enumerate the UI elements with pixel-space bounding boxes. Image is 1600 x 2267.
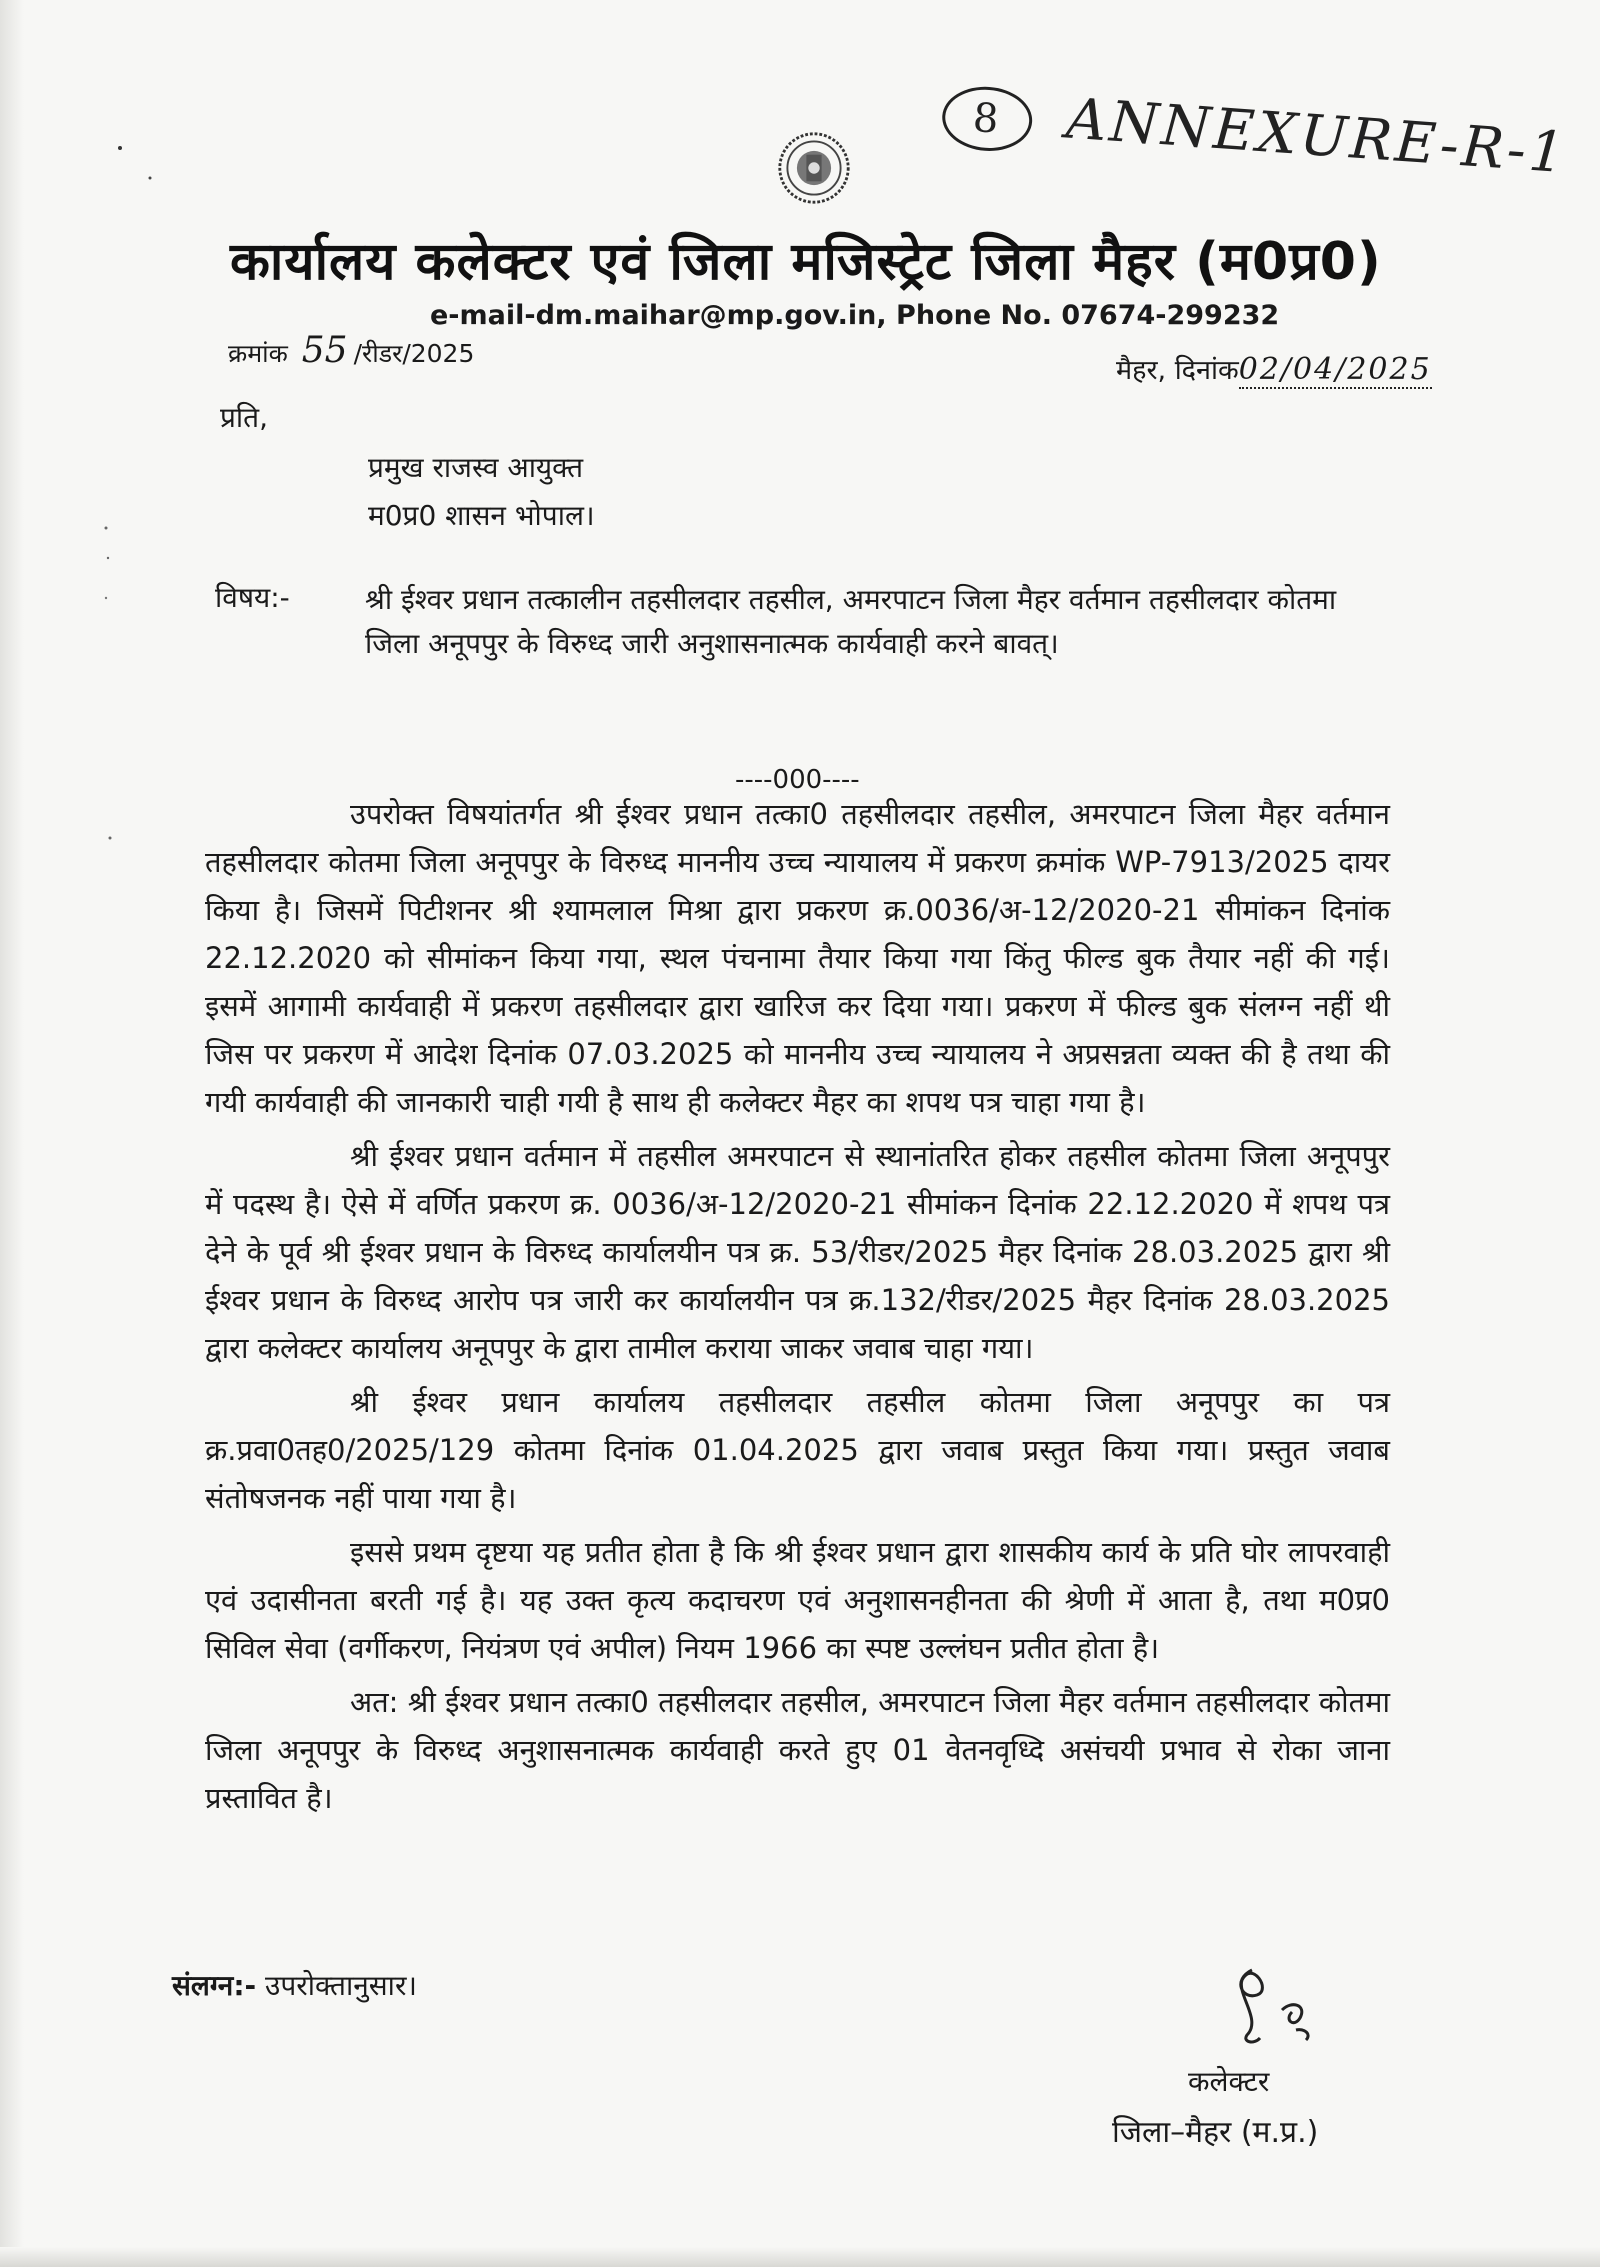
addressee-line-1: प्रमुख राजस्व आयुक्त [368, 451, 584, 484]
signatory-place: जिला–मैहर (म.प्र.) [1112, 2115, 1319, 2150]
body-paragraph-1: उपरोक्त विषयांतर्गत श्री ईश्वर प्रधान तत्का0 तहसीलदार तहसील, अमरपाटन जिला मैहर वर्तमान तहसीलदार कोतमा जिला अनूपपुर के विरुध्द माननीय उच्च न्यायालय में प्रकरण क्रमांक WP-7913/2025 दायर किया है। जिसमें पिटीशनर श्री श्यामलाल मिश्रा द्वारा प्रकरण क्र.0036/अ-12/2020-21 सीमांकन दिनांक 22.12.2020 को सीमांकन किया गया, स्थल पंचनामा तैयार किया गया किंतु फील्ड बुक तैयार नहीं की गई। इसमें आगामी कार्यवाही में प्रकरण तहसीलदार द्वारा खारिज कर दिया गया। प्रकरण में फील्ड बुक संलग्न नहीं थी जिस पर प्रकरण में आदेश दिनांक 07.03.2025 को माननीय उच्च न्यायालय ने अप्रसन्नता व्यक्त की है तथा की गयी कार्यवाही की जानकारी चाही गयी है साथ ही कलेक्टर मैहर का शपथ पत्र चाहा गया है। [205, 797, 1390, 1119]
body-paragraph-5: अत: श्री ईश्वर प्रधान तत्का0 तहसीलदार तहसील, अमरपाटन जिला मैहर वर्तमान तहसीलदार कोतमा जिला अनूपपुर के विरुध्द अनुशासनात्मक कार्यवाही करते हुए 01 वेतनवृध्दि असंचयी प्रभाव से रोका जाना प्रस्तावित है। [205, 1685, 1390, 1815]
body-paragraph-2: श्री ईश्वर प्रधान वर्तमान में तहसील अमरपाटन से स्थानांतरित होकर तहसील कोतमा जिला अनूपपुर में पदस्थ है। ऐसे में वर्णित प्रकरण क्र. 0036/अ-12/2020-21 सीमांकन दिनांक 22.12.2020 में शपथ पत्र देने के पूर्व श्री ईश्वर प्रधान के विरुध्द कार्यालयीन पत्र क्र. 53/रीडर/2025 मैहर दिनांक 28.03.2025 द्वारा श्री ईश्वर प्रधान के विरुध्द आरोप पत्र जारी कर कार्यालयीन पत्र क्र.132/रीडर/2025 मैहर दिनांक 28.03.2025 द्वारा कलेक्टर कार्यालय अनूपपुर के द्वारा तामील कराया जाकर जवाब चाहा गया। [205, 1139, 1390, 1365]
page-number-circle: 8 [940, 84, 1034, 154]
scan-bottom-edge [0, 2247, 1600, 2267]
enclosure-text: उपरोक्तानुसार। [265, 1969, 418, 2002]
reference-handwritten-number: 55 [301, 330, 348, 371]
enclosure-line [172, 1966, 417, 2004]
separator: ----000---- [735, 765, 860, 795]
reference-number [228, 330, 474, 371]
salutation-prati: प्रति, [220, 401, 269, 434]
date-prefix: मैहर, दिनांक [1116, 355, 1239, 386]
signatory-title: कलेक्टर [1188, 2065, 1270, 2098]
body-paragraph-3: श्री ईश्वर प्रधान कार्यालय तहसीलदार तहसील कोतमा जिला अनूपपुर का पत्र क्र.प्रवा0तह0/2025/129 कोतमा दिनांक 01.04.2025 द्वारा जवाब प्रस्तुत किया गया। प्रस्तुत जवाब संतोषजनक नहीं पाया गया है। [205, 1385, 1390, 1515]
office-title: कार्यालय कलेक्टर एवं जिला मजिस्ट्रेट जिला मैहर (म0प्र0) [230, 232, 1382, 292]
letter-date [1116, 350, 1432, 387]
reference-suffix: /रीडर/2025 [353, 339, 475, 368]
body-paragraph-4: इससे प्रथम दृष्टया यह प्रतीत होता है कि श्री ईश्वर प्रधान द्वारा शासकीय कार्य के प्रति घोर लापरवाही एवं उदासीनता बरती गई है। यह उक्त कृत्य कदाचरण एवं अनुशासनहीनता की श्रेणी में आता है, तथा म0प्र0 सिविल सेवा (वर्गीकरण, नियंत्रण एवं अपील) नियम 1966 का स्पष्ट उल्लंघन प्रतीत होता है। [205, 1535, 1390, 1665]
government-seal-icon [776, 130, 852, 206]
subject-text: श्री ईश्वर प्रधान तत्कालीन तहसीलदार तहसील, अमरपाटन जिला मैहर वर्तमान तहसीलदार कोतमा जिला अनूपपुर के विरुध्द जारी अनुशासनात्मक कार्यवाही करने बावत्। [365, 583, 1337, 660]
addressee-line-2: म0प्र0 शासन भोपाल। [368, 499, 595, 532]
scan-left-edge [0, 0, 24, 2267]
subject-label: विषय:- [215, 581, 290, 614]
contact-line: e-mail-dm.maihar@mp.gov.in, Phone No. 07674-299232 [430, 300, 1280, 331]
handwritten-annexure-mark [937, 78, 1584, 242]
handwritten-date: 02/04/2025 [1238, 352, 1432, 387]
annexure-text: ANNEXURE-R-1 [1064, 86, 1570, 187]
scan-speckles [100, 138, 160, 1138]
letter-body [205, 790, 1390, 1828]
handwritten-signature [1212, 1950, 1342, 2060]
reference-prefix: क्रमांक [228, 339, 288, 368]
enclosure-label: संलग्न:- [172, 1969, 257, 2002]
